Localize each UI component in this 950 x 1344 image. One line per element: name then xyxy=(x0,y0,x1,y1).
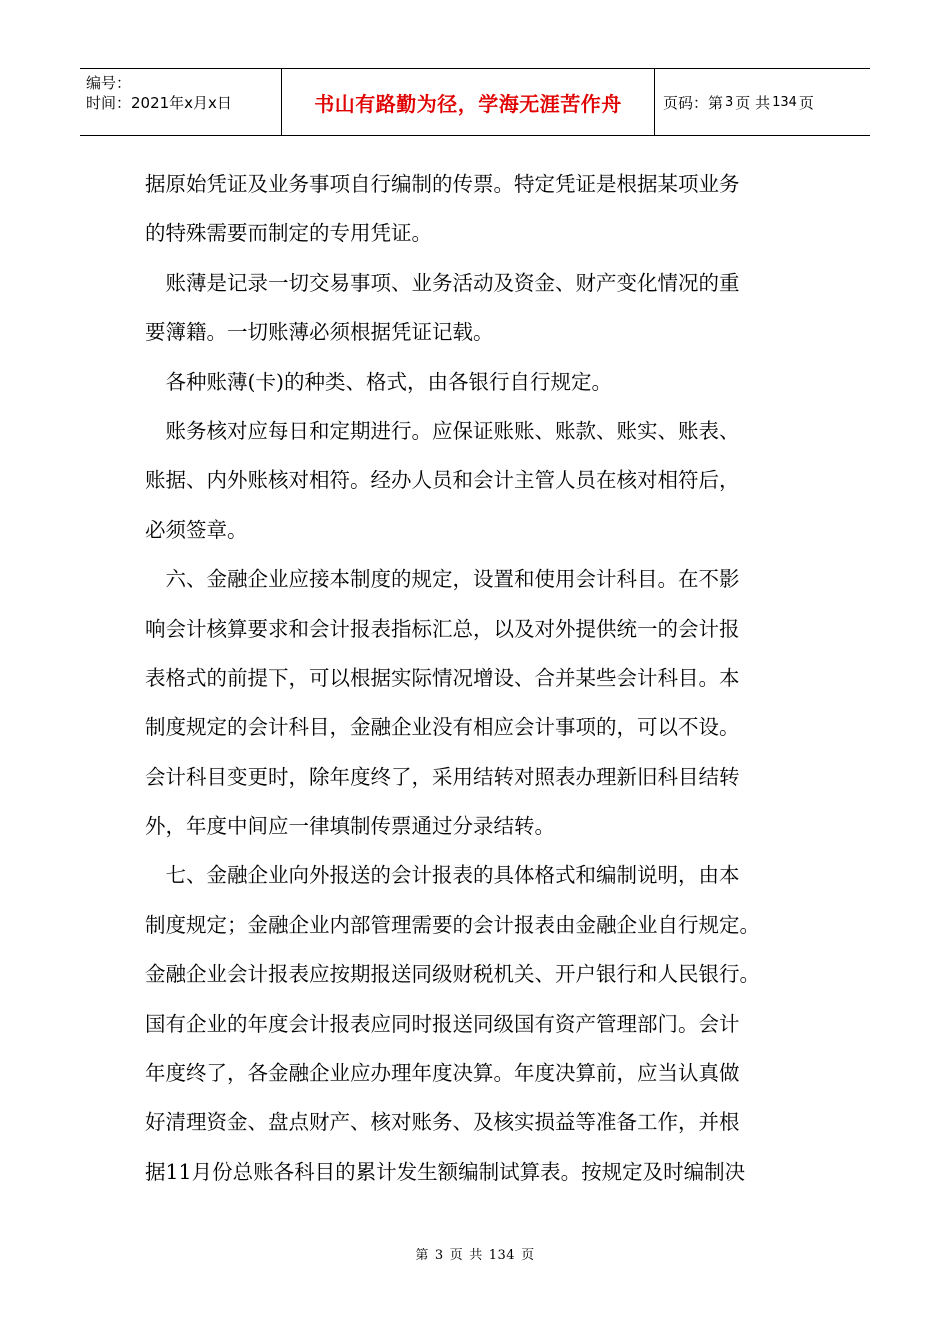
body-line: 好清理资金、盘点财产、核对账务、及核实损益等准备工作，并根 xyxy=(145,1110,740,1135)
page-prefix: 页码：第 xyxy=(663,93,724,112)
document-time-label: 时间：2021年x月x日 xyxy=(86,94,232,112)
page-total: 134 xyxy=(772,94,797,110)
header-motto: 书山有路勤为径，学海无涯苦作舟 xyxy=(314,91,622,116)
body-line: 账务核对应每日和定期进行。应保证账账、账款、账实、账表、 xyxy=(145,418,740,443)
body-line: 制度规定的会计科目，金融企业没有相应会计事项的，可以不设。 xyxy=(145,715,740,740)
page-middle: 页 共 xyxy=(735,93,771,112)
document-body xyxy=(145,160,825,1197)
body-line: 会计科目变更时，除年度终了，采用结转对照表办理新旧科目结转 xyxy=(145,764,740,789)
document-number-label: 编号： xyxy=(86,74,132,92)
header-divider xyxy=(654,69,655,135)
body-line: 六、金融企业应接本制度的规定，设置和使用会计科目。在不影 xyxy=(145,567,740,592)
footer-current: 3 xyxy=(434,1248,444,1263)
body-line: 制度规定；金融企业内部管理需要的会计报表由金融企业自行规定。 xyxy=(145,912,760,937)
body-line: 据11月份总账各科目的累计发生额编制试算表。按规定及时编制决 xyxy=(145,1159,746,1184)
page-suffix: 页 xyxy=(798,93,814,112)
body-line: 七、金融企业向外报送的会计报表的具体格式和编制说明，由本 xyxy=(145,863,740,888)
body-line: 要簿籍。一切账薄必须根据凭证记载。 xyxy=(145,320,494,345)
footer-suffix: 页 xyxy=(521,1248,535,1263)
header-meta xyxy=(86,73,232,113)
body-line: 年度终了，各金融企业应办理年度决算。年度决算前，应当认真做 xyxy=(145,1061,740,1086)
page-current: 3 xyxy=(725,94,734,110)
footer-prefix: 第 xyxy=(415,1248,429,1263)
body-line: 账薄是记录一切交易事项、业务活动及资金、财产变化情况的重 xyxy=(145,270,740,295)
footer-middle2: 共 xyxy=(469,1248,483,1263)
body-line: 国有企业的年度会计报表应同时报送同级国有资产管理部门。会计 xyxy=(145,1011,740,1036)
body-line: 响会计核算要求和会计报表指标汇总，以及对外提供统一的会计报 xyxy=(145,616,740,641)
footer-middle1: 页 xyxy=(449,1248,464,1263)
header-page-info xyxy=(663,69,814,135)
body-line: 据原始凭证及业务事项自行编制的传票。特定凭证是根据某项业务 xyxy=(145,172,740,196)
body-line: 金融企业会计报表应按期报送同级财税机关、开户银行和人民银行。 xyxy=(145,962,760,987)
footer-total: 134 xyxy=(488,1248,516,1263)
body-line: 必须签章。 xyxy=(145,517,248,542)
body-line: 的特殊需要而制定的专用凭证。 xyxy=(145,221,432,246)
body-line: 账据、内外账核对相符。经办人员和会计主管人员在核对相符后， xyxy=(145,468,740,493)
body-line: 表格式的前提下，可以根据实际情况增设、合并某些会计科目。本 xyxy=(145,665,740,690)
page-header xyxy=(80,68,870,136)
body-line: 各种账薄(卡)的种类、格式，由各银行自行规定。 xyxy=(145,369,612,394)
page-footer xyxy=(0,1244,950,1263)
body-line: 外，年度中间应一律填制传票通过分录结转。 xyxy=(145,814,555,839)
